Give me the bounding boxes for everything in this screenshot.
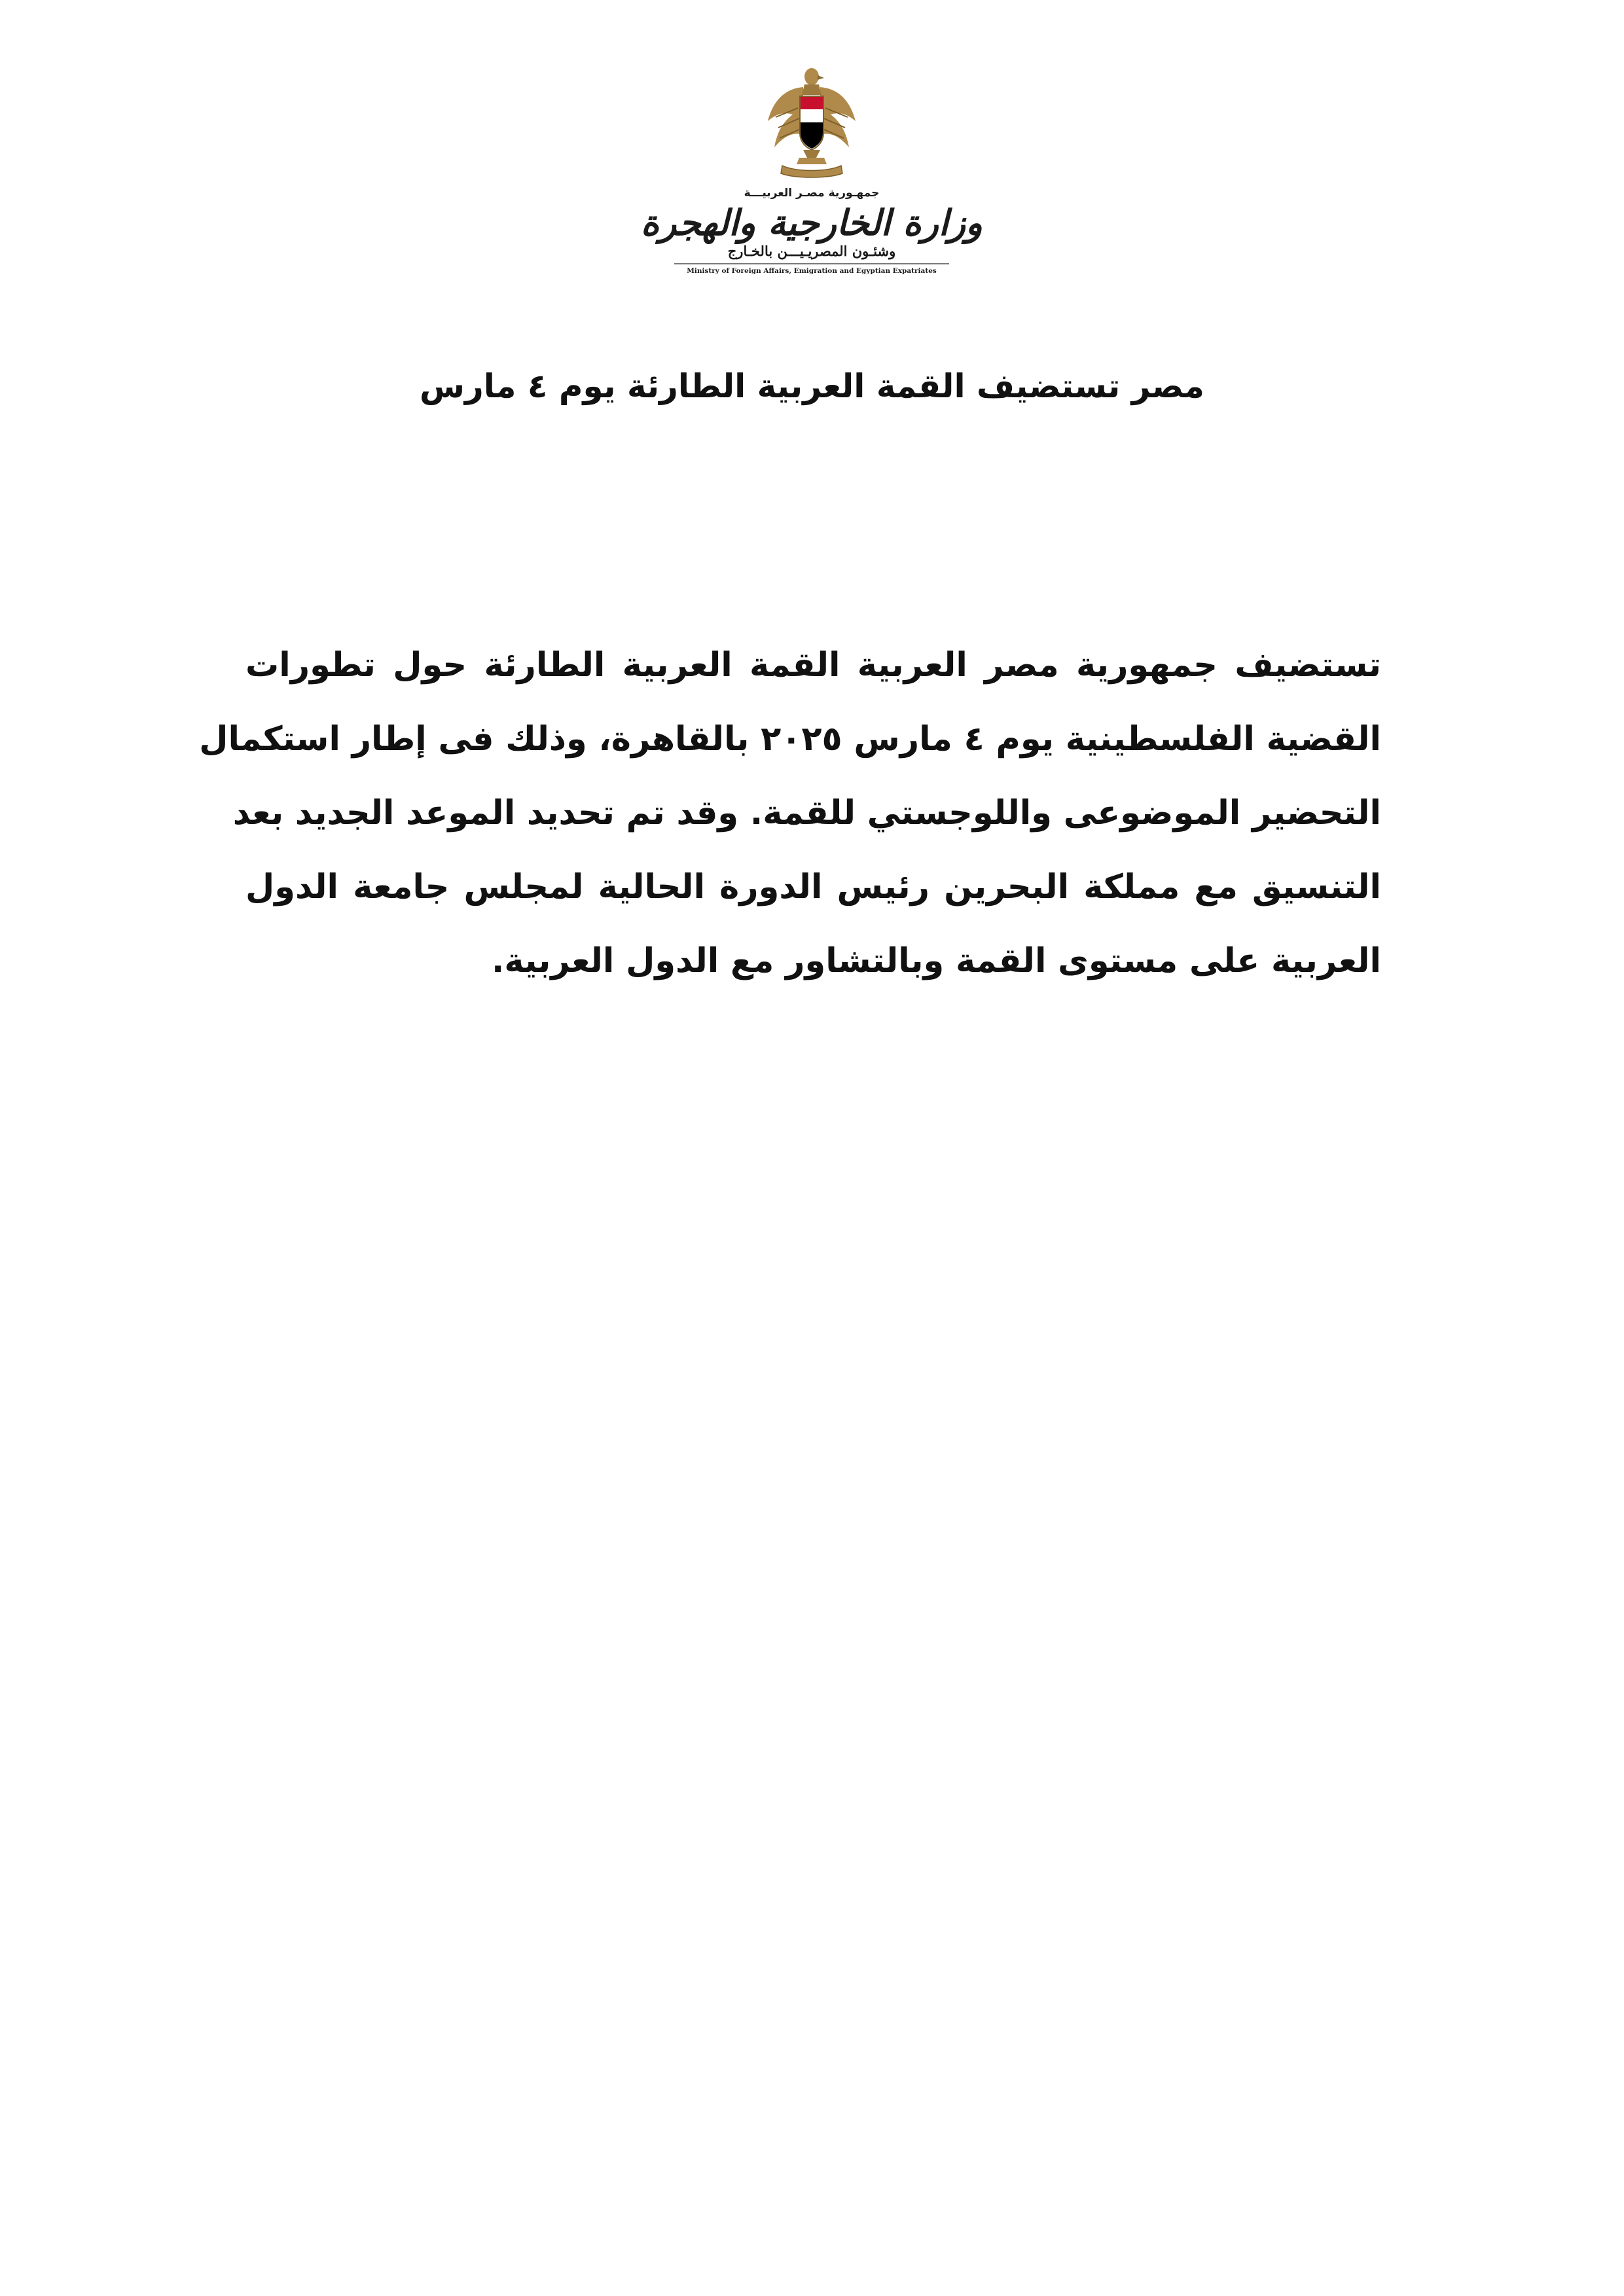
republic-name: جمهـورية مصـر العربيـــة — [744, 187, 880, 200]
letterhead-divider — [674, 263, 949, 264]
page-title: مصر تستضيف القمة العربية الطارئة يوم ٤ مارس — [419, 367, 1205, 405]
ministry-name-english: Ministry of Foreign Affairs, Emigration and Egyptian Expatriates — [687, 267, 937, 275]
body-line: القضية الفلسطينية يوم ٤ مارس ٢٠٢٥ بالقاهرة، وذلك فى إطار استكمال — [199, 720, 1381, 759]
body-line: العربية على مستوى القمة وبالتشاور مع الدول العربية. — [492, 942, 1381, 980]
body-line: التنسيق مع مملكة البحرين رئيس الدورة الحالية لمجلس جامعة الدول — [245, 868, 1381, 906]
ministry-name: وزارة الخارجية والهجرة — [641, 202, 983, 243]
ministry-subtitle: وشئـون المصريـيـــن بالخـارج — [727, 243, 896, 259]
body-line: تستضيف جمهورية مصر العربية القمة العربية الطارئة حول تطورات — [245, 646, 1381, 685]
body-paragraph — [199, 628, 1381, 998]
body-line: التحضير الموضوعى واللوجستي للقمة. وقد تم تحديد الموعد الجديد بعد — [232, 794, 1381, 833]
letterhead — [641, 62, 983, 314]
egypt-eagle-emblem-icon — [763, 62, 861, 180]
